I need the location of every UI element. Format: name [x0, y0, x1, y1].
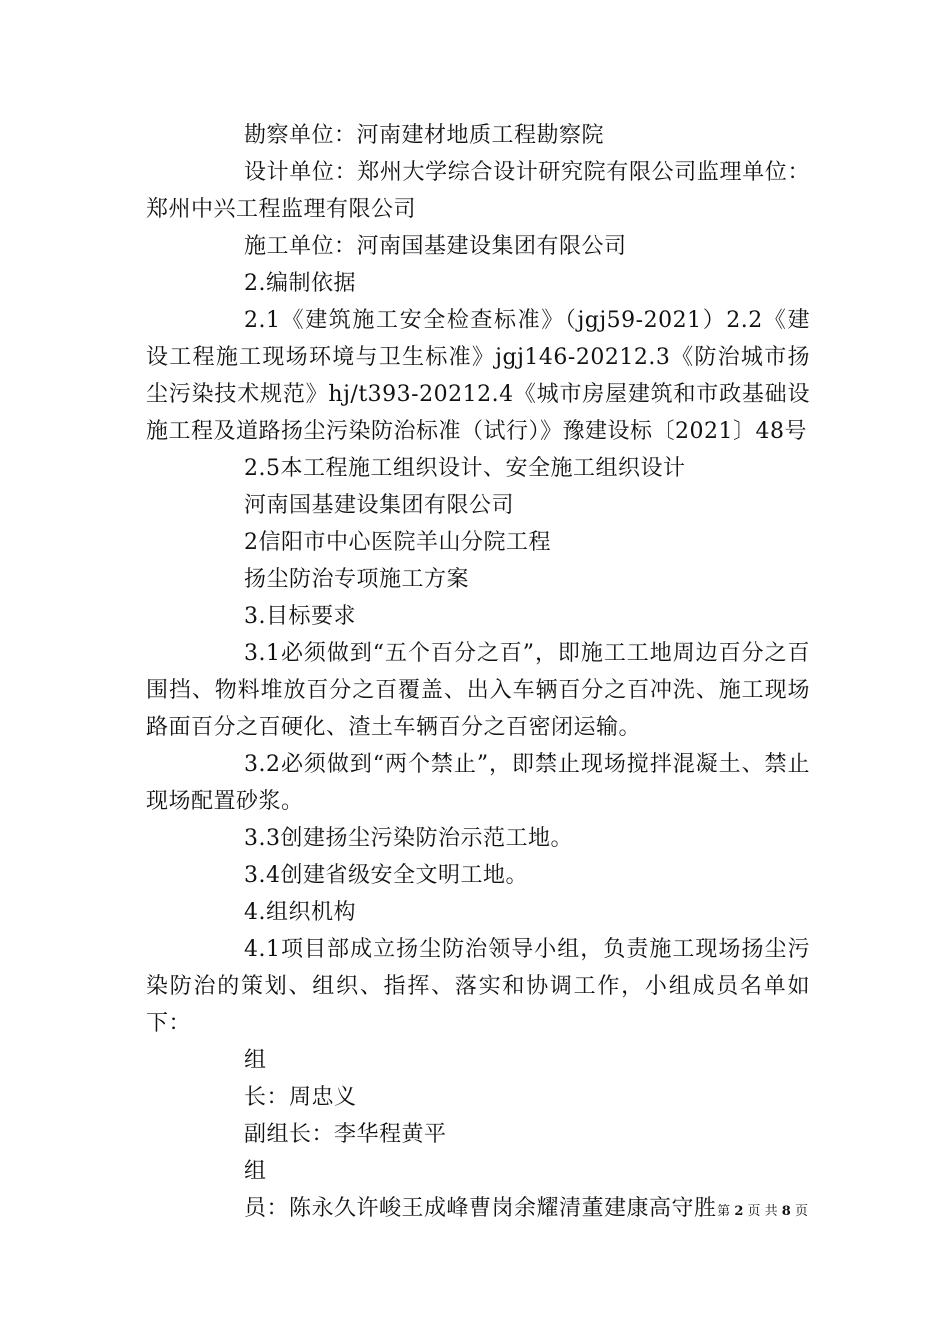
footer-prefix: 第: [717, 1204, 731, 1219]
section-3-3-line: 3.3创建扬尘污染防治示范工地。: [244, 826, 573, 851]
member-prefix-line: 组: [244, 1159, 267, 1184]
design-unit-paragraph: 设计单位：郑州大学综合设计研究院有限公司监理单位：郑州中兴工程监理有限公司: [146, 160, 810, 222]
construction-unit-line: 施工单位：河南国基建设集团有限公司: [244, 234, 627, 259]
document-body: [146, 117, 810, 1227]
section-2-1-paragraph: 2.1《建筑施工安全检查标准》（jgj59-2021）2.2《建设工程施工现场环境与卫生标准》jgj146-20212.3《防治城市扬尘污染技术规范》hj/t393-20212.4《城市房屋建筑和市政基础设施工程及道路扬尘污染防治标准（试行）》豫建设标〔2021〕48号: [146, 308, 810, 444]
section-2-5-line: 2.5本工程施工组织设计、安全施工组织设计: [244, 456, 686, 481]
running-header-project: 2信阳市中心医院羊山分院工程: [244, 530, 551, 555]
page-number-footer: [717, 1203, 808, 1221]
running-header-company: 河南国基建设集团有限公司: [244, 493, 515, 518]
section-3-2-paragraph: 3.2必须做到“两个禁止”，即禁止现场搅拌混凝土、禁止现场配置砂浆。: [146, 752, 810, 814]
section-3-1-paragraph: 3.1必须做到“五个百分之百”，即施工工地周边百分之百围挡、物料堆放百分之百覆盖、出入车辆百分之百冲洗、施工现场路面百分之百硬化、渣土车辆百分之百密闭运输。: [146, 641, 810, 740]
deputy-leader-line: 副组长：李华程黄平: [244, 1122, 447, 1147]
section-3-4-line: 3.4创建省级安全文明工地。: [244, 863, 528, 888]
total-page-number: 8: [781, 1204, 791, 1219]
leader-prefix-line: 组: [244, 1048, 267, 1073]
footer-middle: 页 共: [747, 1204, 778, 1219]
current-page-number: 2: [734, 1204, 744, 1219]
survey-unit-line: 勘察单位：河南建材地质工程勘察院: [244, 123, 605, 148]
footer-suffix: 页: [794, 1204, 808, 1219]
section-4-1-paragraph: 4.1项目部成立扬尘防治领导小组，负责施工现场扬尘污染防治的策划、组织、指挥、落实和协调工作，小组成员名单如下：: [146, 937, 810, 1036]
section-4-heading: 4.组织机构: [244, 900, 356, 925]
members-line: 员：陈永久许峻王成峰曹岗余耀清董建康高守胜: [244, 1196, 717, 1221]
running-header-plan: 扬尘防治专项施工方案: [244, 567, 470, 592]
section-3-heading: 3.目标要求: [244, 604, 356, 629]
leader-line: 长：周忠义: [244, 1085, 357, 1110]
section-2-heading: 2.编制依据: [244, 271, 356, 296]
